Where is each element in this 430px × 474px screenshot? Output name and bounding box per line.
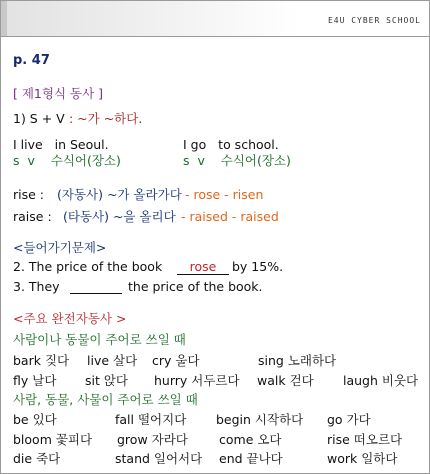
verb-begin: begin 시작하다 — [216, 412, 304, 427]
question-2-start: 2. The price of the book — [13, 259, 163, 274]
school-name: E4U CYBER SCHOOL — [327, 16, 421, 25]
question-3-blank — [70, 279, 122, 294]
question-3-start: 3. They — [13, 279, 60, 294]
verb-sing: sing 노래하다 — [258, 353, 337, 368]
verb-bark: bark 짖다 — [13, 353, 70, 368]
rise-word: rise : — [13, 187, 44, 202]
exercise-title: <들어가기문제> — [13, 240, 107, 255]
question-2-end: by 15%. — [232, 259, 284, 274]
verb-fly: fly 날다 — [13, 373, 57, 388]
verb-be: be 있다 — [13, 412, 57, 427]
verb-grow: grow 자라다 — [117, 432, 188, 447]
question-3-end: the price of the book. — [128, 279, 263, 294]
group-2-title: 사람, 동물, 사물이 주어로 쓰일 때 — [13, 392, 198, 407]
raise-meaning: (타동사) ~을 올리다 — [63, 209, 176, 224]
rise-forms: - rose - risen — [185, 187, 264, 202]
raise-word: raise : — [13, 209, 52, 224]
verb-die: die 죽다 — [13, 451, 61, 466]
verb-go: go 가다 — [327, 412, 371, 427]
group-1-title: 사람이나 동물이 주어로 쓰일 때 — [13, 332, 186, 347]
verb-bloom: bloom 꽃피다 — [13, 432, 93, 447]
verb-walk: walk 걷다 — [257, 373, 314, 388]
raise-forms: - raised - raised — [181, 209, 279, 224]
verb-laugh: laugh 비웃다 — [343, 373, 419, 388]
verb-come: come 오다 — [219, 432, 282, 447]
verb-live: live 살다 — [87, 353, 138, 368]
verb-stand: stand 일어서다 — [115, 451, 203, 466]
example-1-sentence: I live in Seoul. — [13, 137, 109, 152]
rise-meaning: (자동사) ~가 올라가다 — [57, 187, 182, 202]
verb-hurry: hurry 서두르다 — [154, 373, 240, 388]
section-title: [ 제1형식 동사 ] — [13, 86, 104, 101]
verb-end: end 끝나다 — [219, 451, 283, 466]
page-number: p. 47 — [13, 53, 50, 68]
header-bar — [1, 1, 429, 37]
verb-work: work 일하다 — [327, 451, 398, 466]
pattern-formula: 1) S + V — [13, 111, 65, 126]
question-2-answer-blank: rose — [177, 259, 229, 275]
complete-verbs-title: <주요 완전자동사 > — [13, 311, 127, 326]
example-1-gloss: s v 수식어(장소) — [13, 153, 121, 168]
example-2-gloss: s v 수식어(장소) — [183, 153, 291, 168]
verb-rise: rise 떠오르다 — [327, 432, 403, 447]
verb-fall: fall 떨어지다 — [115, 412, 187, 427]
pattern-meaning: : ~가 ~하다. — [69, 111, 143, 126]
example-2-sentence: I go to school. — [183, 137, 279, 152]
header-corner-accent — [1, 1, 7, 36]
verb-sit: sit 앉다 — [85, 373, 129, 388]
verb-cry: cry 울다 — [152, 353, 200, 368]
